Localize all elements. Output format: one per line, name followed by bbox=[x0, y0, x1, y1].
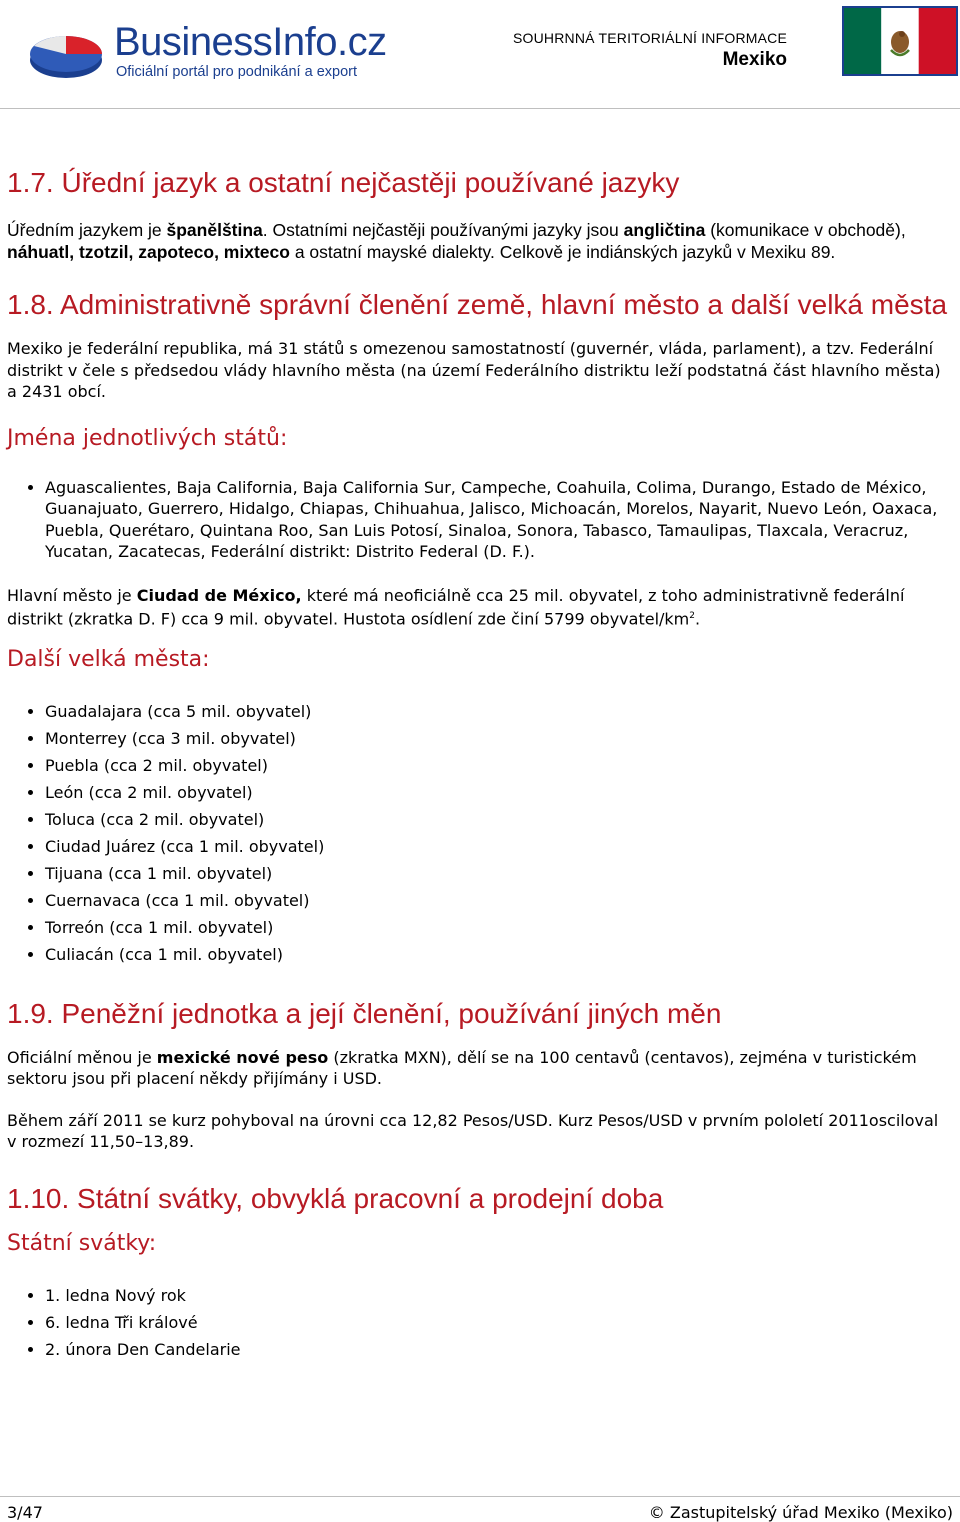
list-item: • Guadalajara (cca 5 mil. obyvatel) bbox=[45, 698, 952, 725]
list-item: • 1. ledna Nový rok bbox=[45, 1282, 952, 1309]
businessinfo-logo[interactable] bbox=[28, 22, 388, 84]
list-item: • Tijuana (cca 1 mil. obyvatel) bbox=[45, 860, 952, 887]
list-item: • 6. ledna Tři králové bbox=[45, 1309, 952, 1336]
list-item: • Monterrey (cca 3 mil. obyvatel) bbox=[45, 725, 952, 752]
superscript: 2 bbox=[689, 611, 695, 621]
list-item: • Torreón (cca 1 mil. obyvatel) bbox=[45, 914, 952, 941]
footer-copyright: © Zastupitelský úřad Mexiko (Mexiko) bbox=[648, 1503, 953, 1522]
bold-run: angličtina bbox=[623, 220, 706, 240]
document-type: SOUHRNNÁ TERITORIÁLNÍ INFORMACE bbox=[512, 30, 787, 46]
list-item: • Cuernavaca (cca 1 mil. obyvatel) bbox=[45, 887, 952, 914]
cities-subheading: Další velká města: bbox=[7, 646, 210, 672]
list-item: • León (cca 2 mil. obyvatel) bbox=[45, 779, 952, 806]
country-name: Mexiko bbox=[722, 49, 787, 70]
page-header bbox=[0, 0, 960, 110]
bold-run: španělština bbox=[166, 220, 263, 240]
footer-divider bbox=[0, 1496, 960, 1497]
text-run: které má neoficiálně cca 25 mil. obyvatel, z toho administrativně federální distrikt (zkratka D. F) cca 9 mil. obyvatel. Hustota osídlení zde činí 5799 obyvatel/km bbox=[7, 585, 905, 629]
capital-paragraph bbox=[7, 585, 952, 630]
text-run: a ostatní mayské dialekty. Celkově je indiánských jazyků v Mexiku 89. bbox=[289, 241, 836, 262]
mexico-flag-icon bbox=[842, 6, 958, 76]
section-heading-1-7: 1.7. Úřední jazyk a ostatní nejčastěji používané jazyky bbox=[7, 167, 680, 198]
header-divider bbox=[0, 108, 960, 109]
logo-tagline: Oficiální portál pro podnikání a export bbox=[116, 64, 357, 80]
text-run: . Ostatními nejčastěji používanými jazyky jsou bbox=[262, 220, 624, 240]
logo-mark-icon bbox=[28, 26, 106, 82]
list-item: • Aguascalientes, Baja California, Baja California Sur, Campeche, Coahuila, Colima, Durango, Estado de México, Guanajuato, Guerrero, Hidalgo, Chiapas, Chihuahua, Jalisco, Michoacán, Morelos, Nayarit, Nuevo León, Oaxaca, Puebla, Querétaro, Quintana Roo, San Luis Potosí, Sinaloa, Sonora, Tabasco, Tamaulipas, Tlaxcala, Veracruz, Yucatan, Zacatecas, Federální distrikt: Distrito Federal (D. F.). bbox=[45, 477, 952, 563]
logo-name: BusinessInfo.cz bbox=[114, 20, 387, 64]
text-run: (zkratka MXN), dělí se na 100 centavů (centavos), zejména v turistickém sektoru jsou při placení někdy přijímány i USD. bbox=[7, 1047, 917, 1089]
document-body bbox=[7, 165, 952, 1363]
holidays-subheading: Státní svátky: bbox=[7, 1230, 157, 1256]
text-run: (komunikace v obchodě), bbox=[705, 220, 906, 240]
section-heading-1-9: 1.9. Peněžní jednotka a její členění, používání jiných měn bbox=[7, 997, 722, 1029]
document-info bbox=[513, 30, 787, 71]
currency-paragraph bbox=[7, 1047, 952, 1090]
list-item: • Puebla (cca 2 mil. obyvatel) bbox=[45, 752, 952, 779]
section-heading-1-8: 1.8. Administrativně správní členění země, hlavní město a další velká města bbox=[7, 289, 948, 320]
list-item: • 2. února Den Candelarie bbox=[45, 1336, 952, 1363]
page-number: 3/47 bbox=[7, 1503, 43, 1522]
text-run: Oficiální měnou je bbox=[7, 1047, 157, 1067]
administrative-division-paragraph: Mexiko je federální republika, má 31 států s omezenou samostatností (guvernér, vláda, parlament), a tzv. Federální distrikt v čele s předsedou vlády hlavního města (na území Federálního distriktu leží podstatná část hlavního města) a 2431 obcí. bbox=[7, 339, 941, 401]
bold-run: náhuatl, tzotzil, zapoteco, mixteco bbox=[7, 241, 290, 262]
states-subheading: Jména jednotlivých států: bbox=[7, 425, 288, 451]
text-run: Hlavní město je bbox=[7, 585, 137, 605]
holidays-list bbox=[7, 1282, 952, 1363]
text-run: . bbox=[695, 609, 701, 629]
list-item: • Toluca (cca 2 mil. obyvatel) bbox=[45, 806, 952, 833]
list-item: • Ciudad Juárez (cca 1 mil. obyvatel) bbox=[45, 833, 952, 860]
list-item: • Culiacán (cca 1 mil. obyvatel) bbox=[45, 941, 952, 968]
bold-run: mexické nové peso bbox=[156, 1047, 329, 1067]
cities-list bbox=[7, 698, 952, 968]
section-heading-1-10: 1.10. Státní svátky, obvyklá pracovní a prodejní doba bbox=[7, 1182, 664, 1214]
states-list bbox=[7, 477, 952, 563]
bold-run: Ciudad de México, bbox=[136, 585, 302, 605]
exchange-rate-paragraph: Během září 2011 se kurz pohyboval na úrovni cca 12,82 Pesos/USD. Kurz Pesos/USD v prvním pololetí 2011osciloval v rozmezí 11,50–13,89. bbox=[7, 1110, 939, 1152]
text-run: Úředním jazykem je bbox=[7, 220, 167, 240]
official-language-paragraph bbox=[7, 220, 952, 263]
